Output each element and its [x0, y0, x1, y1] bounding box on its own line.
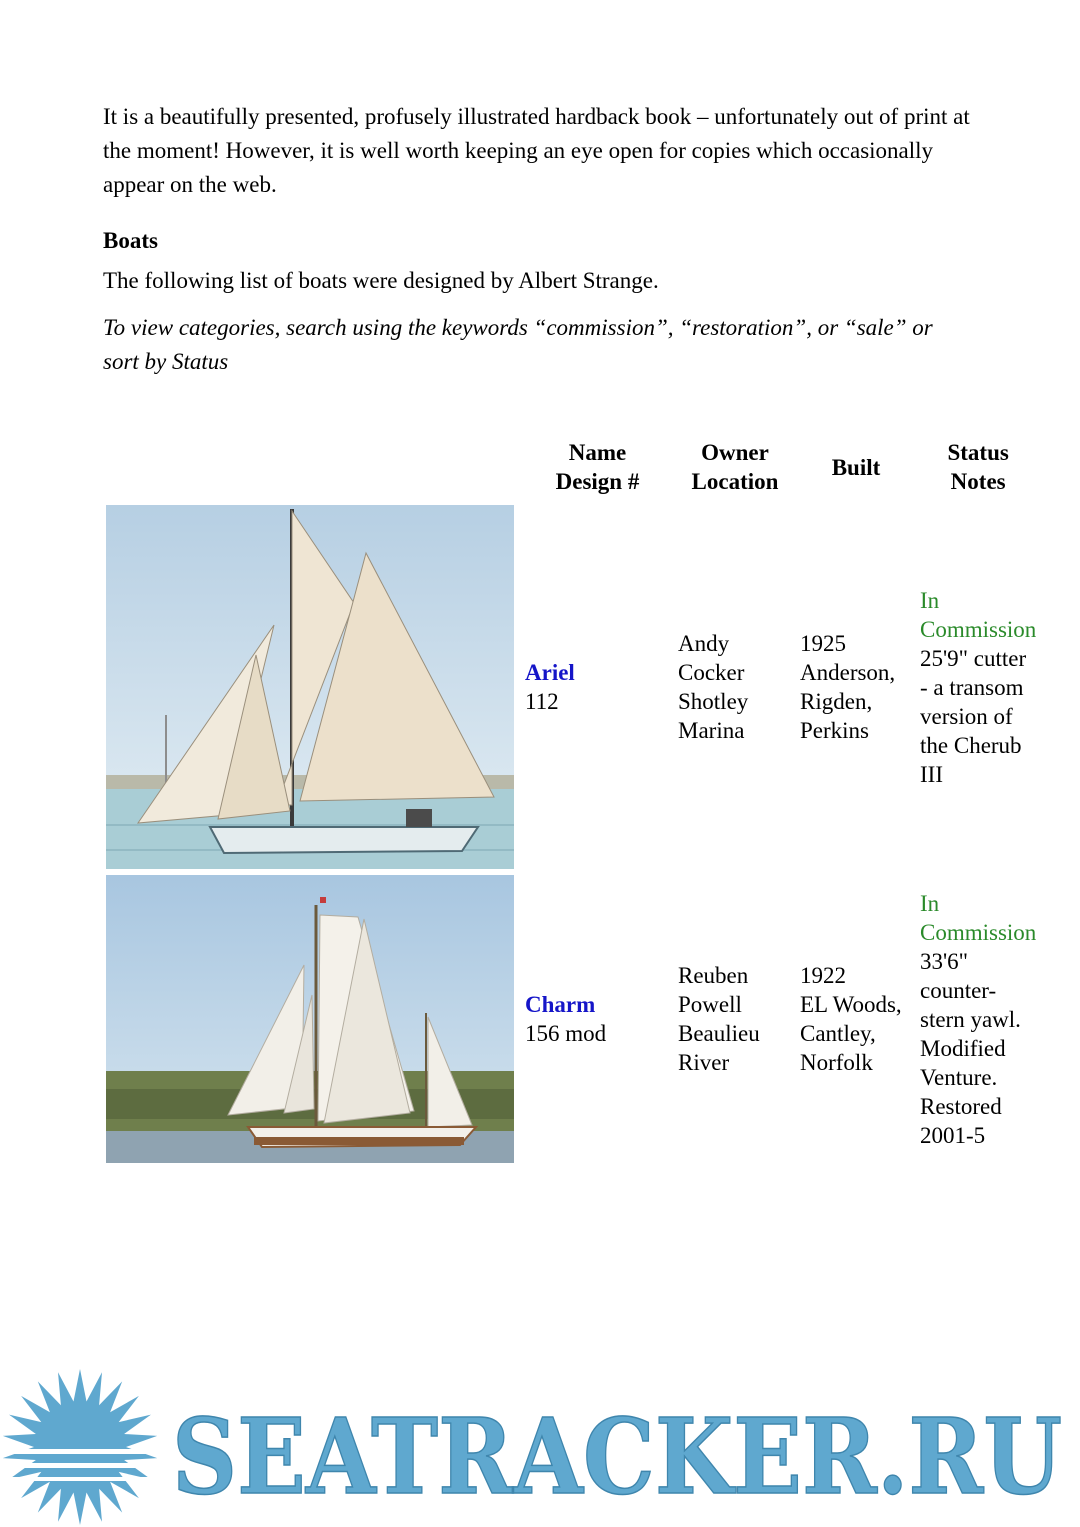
design-number: 156 mod	[525, 1021, 607, 1046]
built-cell	[796, 872, 916, 1166]
builder-name: EL Woods, Cantley, Norfolk	[800, 992, 902, 1075]
boat-photo-cell	[103, 502, 521, 872]
boat-photo-charm[interactable]	[106, 875, 514, 1163]
boat-notes: 25'9" cutter - a transom version of the Cherub III	[920, 645, 1027, 787]
owner-name: Reuben Powell	[678, 963, 749, 1017]
owner-name: Andy Cocker	[678, 631, 745, 685]
design-number: 112	[525, 689, 559, 714]
built-year: 1925	[800, 631, 846, 656]
boat-name-cell	[521, 872, 674, 1166]
status-badge: In Commission	[920, 890, 1037, 945]
owner-header-label: Owner	[701, 440, 769, 465]
section-heading: Boats	[103, 228, 158, 253]
owner-cell	[674, 502, 796, 872]
table-row	[103, 872, 1040, 1166]
design-header-label: Design #	[555, 469, 640, 494]
section-lead: The following list of boats were designed by Albert Strange.	[103, 268, 659, 293]
status-badge: In Commission	[920, 587, 1037, 642]
built-year: 1922	[800, 963, 846, 988]
boat-name-link[interactable]: Charm	[525, 992, 596, 1017]
location-header-label: Location	[691, 469, 779, 494]
name-header-label: Name	[568, 440, 627, 465]
watermark-text: SEATRACKER.RU	[172, 1395, 1062, 1518]
owner-location: Beaulieu River	[678, 1021, 760, 1075]
boat-name-link[interactable]: Ariel	[525, 660, 575, 685]
boats-table	[103, 436, 1040, 1166]
boat-name-cell	[521, 502, 674, 872]
boat-photo-ariel[interactable]	[106, 505, 514, 869]
seatracker-watermark	[0, 1365, 1080, 1525]
built-column-header[interactable]	[796, 436, 916, 502]
status-cell	[916, 502, 1040, 872]
boat-photo-cell	[103, 872, 521, 1166]
built-header-label: Built	[831, 454, 881, 480]
owner-cell	[674, 872, 796, 1166]
intro-paragraph: It is a beautifully presented, profusely illustrated hardback book – unfortunately out of print at the moment! However, it is well worth keeping an eye open for copies which occasionally appear on the web.	[103, 104, 970, 197]
status-header-label: Status	[947, 440, 1009, 465]
builder-name: Anderson, Rigden, Perkins	[800, 660, 896, 743]
owner-column-header[interactable]	[674, 436, 796, 502]
owner-location: Shotley Marina	[678, 689, 749, 743]
photo-column-header	[103, 436, 521, 502]
table-header-row	[103, 436, 1040, 502]
status-column-header[interactable]	[916, 436, 1040, 502]
name-column-header[interactable]	[521, 436, 674, 502]
sunburst-logo-icon	[0, 1369, 162, 1525]
built-cell	[796, 502, 916, 872]
notes-header-label: Notes	[950, 469, 1006, 494]
table-row	[103, 502, 1040, 872]
status-cell	[916, 872, 1040, 1166]
boat-notes: 33'6" counter-stern yawl. Modified Venture. Restored 2001-5	[920, 948, 1021, 1148]
search-hint: To view categories, search using the keywords “commission”, “restoration”, or “sale” or sort by Status	[103, 315, 933, 374]
